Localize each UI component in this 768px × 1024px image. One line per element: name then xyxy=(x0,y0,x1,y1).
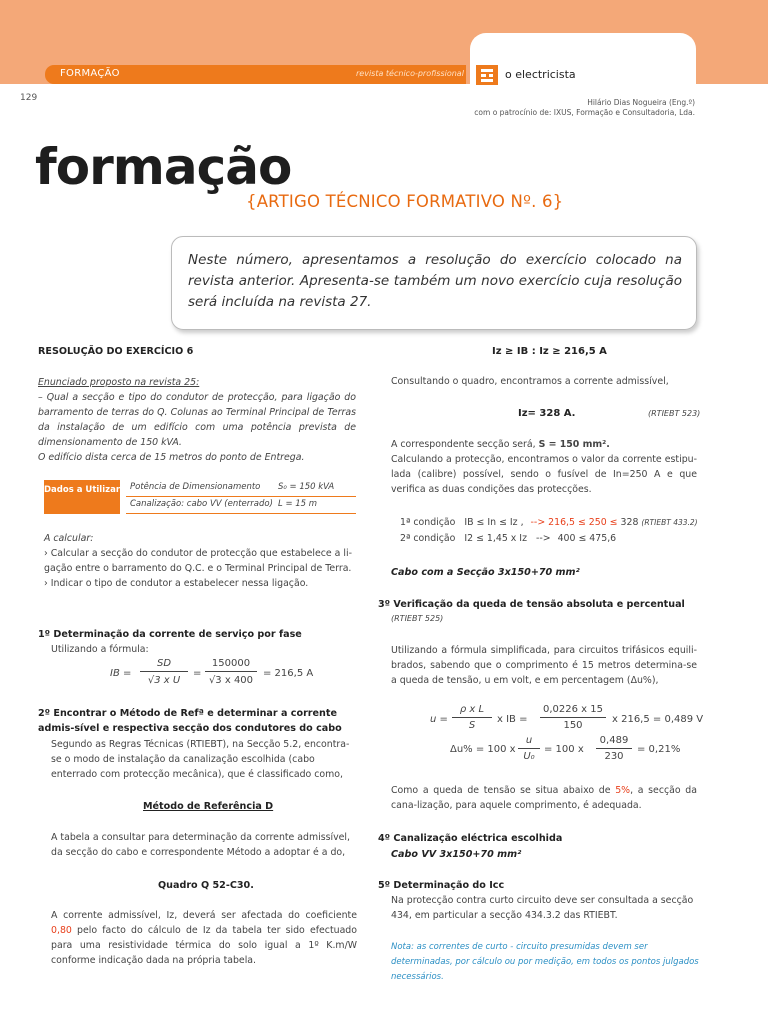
step4-heading: 4º Canalização eléctrica escolhida xyxy=(378,833,563,844)
formula-result: = 0,21% xyxy=(637,744,681,755)
logo-mark xyxy=(481,74,486,77)
exercise-heading: RESOLUÇÃO DO EXERCÍCIO 6 xyxy=(38,346,194,357)
section-label: FORMAÇÃO xyxy=(60,68,120,79)
short-circuit-note: Nota: as correntes de curto - circuito presumidas devem ser determinadas, por cálculo ou por medição, em todos os pontos julgados necessários. xyxy=(391,942,699,982)
conclusion-text: Como a queda de tensão se situa abaixo de xyxy=(391,785,616,796)
fraction-line xyxy=(140,671,188,672)
step3-reference: (RTIEBT 525) xyxy=(391,614,444,623)
protection-text: Calculando a protecção, encontramos o valor da corrente estipu-lada (calibre) possível, sendo o fusível de In=250 A e que verifica as duas condições das protecções. xyxy=(391,454,697,495)
formula-lhs: IB = xyxy=(110,668,132,679)
formula-mult: x IB = xyxy=(497,714,528,725)
calc-label: A calcular: xyxy=(44,533,94,544)
formula-numerator: SD xyxy=(156,658,172,669)
author-name: Hilário Dias Nogueira (Eng.º) xyxy=(587,98,695,107)
section-value: S = 150 mm². xyxy=(538,439,610,450)
voltage-drop-formula xyxy=(430,704,710,772)
step3-text: Utilizando a fórmula simplificada, para circuitos trifásicos equili-brados, sabendo que o comprimento é 15 metros determina-se a queda de tensão, u em volt, e em percentagem (Δu%), xyxy=(391,645,697,686)
formula-numerator: 0,489 xyxy=(599,735,629,746)
current-formula xyxy=(110,656,360,692)
step5-text: Na protecção contra curto circuito deve ser consultada a secção 434, em particular a secção 434.3.2 das RTIEBT. xyxy=(391,895,694,921)
condition-arrow: --> xyxy=(530,517,546,528)
exercise-statement xyxy=(38,375,356,465)
coef-value: 0,80 xyxy=(51,925,72,936)
formula-denominator: 150 xyxy=(563,720,583,731)
condition-end: 328 xyxy=(620,517,639,528)
fraction-line xyxy=(518,748,540,749)
logo-mark xyxy=(481,69,493,72)
condition-reference: (RTIEBT 433.2) xyxy=(641,518,698,527)
step3-heading: 3º Verificação da queda de tensão absoluta e percentual xyxy=(378,599,685,610)
step2-heading: 2º Encontrar o Método de Refª e determinar a corrente admis-sível e respectiva secção dos condutores do cabo xyxy=(38,708,342,734)
condition-expr: I2 ≤ 1,45 x Iz xyxy=(464,533,527,544)
condition-2 xyxy=(400,531,700,546)
magazine-name: o electricista xyxy=(505,68,576,81)
statement-text: – Qual a secção e tipo do condutor de protecção, para ligação do barramento de terras do Q. Colunas ao Terminal Principal de Terras da instalação de um edifício com uma potência prevista de dimensionamento de 150 kVA. xyxy=(38,392,356,448)
condition-values: 400 ≤ 475,6 xyxy=(557,533,617,544)
voltage-conclusion xyxy=(391,783,697,813)
table-row xyxy=(126,497,356,514)
magazine-logo-icon xyxy=(476,65,498,85)
table-text: A tabela a consultar para determinação da corrente admissível, da secção do cabo e correspondente Método a adoptar é a do, xyxy=(51,832,351,858)
formula-numerator: 150000 xyxy=(211,658,251,669)
formula-mid: = 100 x xyxy=(544,744,584,755)
condition-arrow: --> xyxy=(535,533,551,544)
formula-denominator: U₀ xyxy=(523,751,535,762)
table-cell: Potência de Dimensionamento xyxy=(130,482,261,492)
header-tab xyxy=(470,33,696,93)
step5-heading: 5º Determinação do Icc xyxy=(378,880,505,891)
table-cell: S₀ = 150 kVA xyxy=(278,482,335,492)
page-number: 129 xyxy=(20,93,38,103)
table-header: Dados a Utilizar xyxy=(44,480,120,514)
calc-list xyxy=(44,531,356,591)
chosen-cable: Cabo VV 3x150+70 mm² xyxy=(391,849,522,860)
section-text xyxy=(391,437,697,452)
formula-lhs: u = xyxy=(430,714,448,725)
article-subtitle: {ARTIGO TÉCNICO FORMATIVO Nº. 6} xyxy=(246,192,564,211)
step1-heading: 1º Determinação da corrente de serviço por fase xyxy=(38,629,302,640)
proposed-label: Enunciado proposto na revista 25: xyxy=(38,377,200,388)
author-credit xyxy=(474,98,695,118)
quadro-label: Quadro Q 52-C30. xyxy=(158,880,254,891)
iz-value: Iz= 328 A. xyxy=(518,408,576,419)
section-label: A correspondente secção será, xyxy=(391,439,539,450)
equals-sign: = xyxy=(193,668,202,679)
coef-text: A corrente admissível, Iz, deverá ser afectada do coeficiente xyxy=(51,910,357,921)
table-row xyxy=(126,480,356,497)
formula-result: x 216,5 = 0,489 V xyxy=(612,714,704,725)
formula-numerator: ρ x L xyxy=(459,704,485,715)
table-cell: L = 15 m xyxy=(278,499,318,509)
table-cell: Canalização: cabo VV (enterrado) xyxy=(130,499,273,509)
fraction-line xyxy=(540,717,606,718)
step2-text: Segundo as Regras Técnicas (RTIEBT), na Secção 5.2, encontra-se o modo de instalação da canalização escolhida (cabo enterrado com protecção mecânica), que é classificado como, xyxy=(51,739,350,780)
condition-expr: IB ≤ In ≤ Iz , xyxy=(464,517,524,528)
formula-numerator: 0,0226 x 15 xyxy=(543,704,603,715)
fraction-line xyxy=(596,748,632,749)
condition-formula: Iz ≥ IB : Iz ≥ 216,5 A xyxy=(492,346,607,357)
logo-mark xyxy=(481,79,493,82)
formula-denominator: 230 xyxy=(604,751,624,762)
formula-numerator: u xyxy=(525,735,533,746)
logo-mark xyxy=(489,74,493,77)
fraction-line xyxy=(452,717,492,718)
coefficient-text xyxy=(51,908,357,968)
condition-values: 216,5 ≤ 250 ≤ xyxy=(548,517,618,528)
page-title: formação xyxy=(35,138,292,196)
condition-label: 2ª condição xyxy=(400,533,456,544)
distance-text: O edifício dista cerca de 15 metros do ponto de Entrega. xyxy=(38,452,305,463)
cable-section: Cabo com a Secção 3x150+70 mm² xyxy=(391,567,580,578)
formula-denominator: S xyxy=(468,720,476,731)
condition-label: 1ª condição xyxy=(400,517,456,528)
sponsor-line: com o patrocínio de: IXUS, Formação e Consultadoria, Lda. xyxy=(474,108,695,117)
formula-denominator: √3 x U xyxy=(147,675,181,686)
list-item: › Calcular a secção do condutor de protecção que estabelece a li-gação entre o barramento do Q.C. e o Terminal Principal de Terra. xyxy=(44,548,352,574)
fraction-line xyxy=(205,671,257,672)
coef-text: pelo facto do cálculo de Iz da tabela ter sido efectuado para uma resistividade térmica do solo igual a 1º K.m/W conforme indicação dada na própria tabela. xyxy=(51,925,357,966)
reference-method xyxy=(143,799,273,814)
condition-1 xyxy=(400,515,700,530)
formula-denominator: √3 x 400 xyxy=(208,675,254,686)
intro-text: Neste número, apresentamos a resolução do exercício colocado na revista anterior. Apresenta-se também um novo exercício cuja resolução será incluída na revista 27. xyxy=(188,252,682,310)
iz-reference: (RTIEBT 523) xyxy=(648,409,701,418)
tagline: revista técnico-profissional xyxy=(356,69,464,78)
voltage-percent: 5% xyxy=(615,785,631,796)
list-item: › Indicar o tipo de condutor a estabelecer nessa ligação. xyxy=(44,578,309,589)
formula-result: = 216,5 A xyxy=(263,668,314,679)
consult-text: Consultando o quadro, encontramos a corrente admissível, xyxy=(391,376,669,387)
reference-method-label: Método de Referência D xyxy=(143,801,274,812)
step1-text: Utilizando a fórmula: xyxy=(51,644,149,655)
formula-lhs: Δu% = 100 x xyxy=(450,744,516,755)
conclusion-text: , a secção da cana-lização, para aquele comprimento, é adequada. xyxy=(391,785,697,811)
